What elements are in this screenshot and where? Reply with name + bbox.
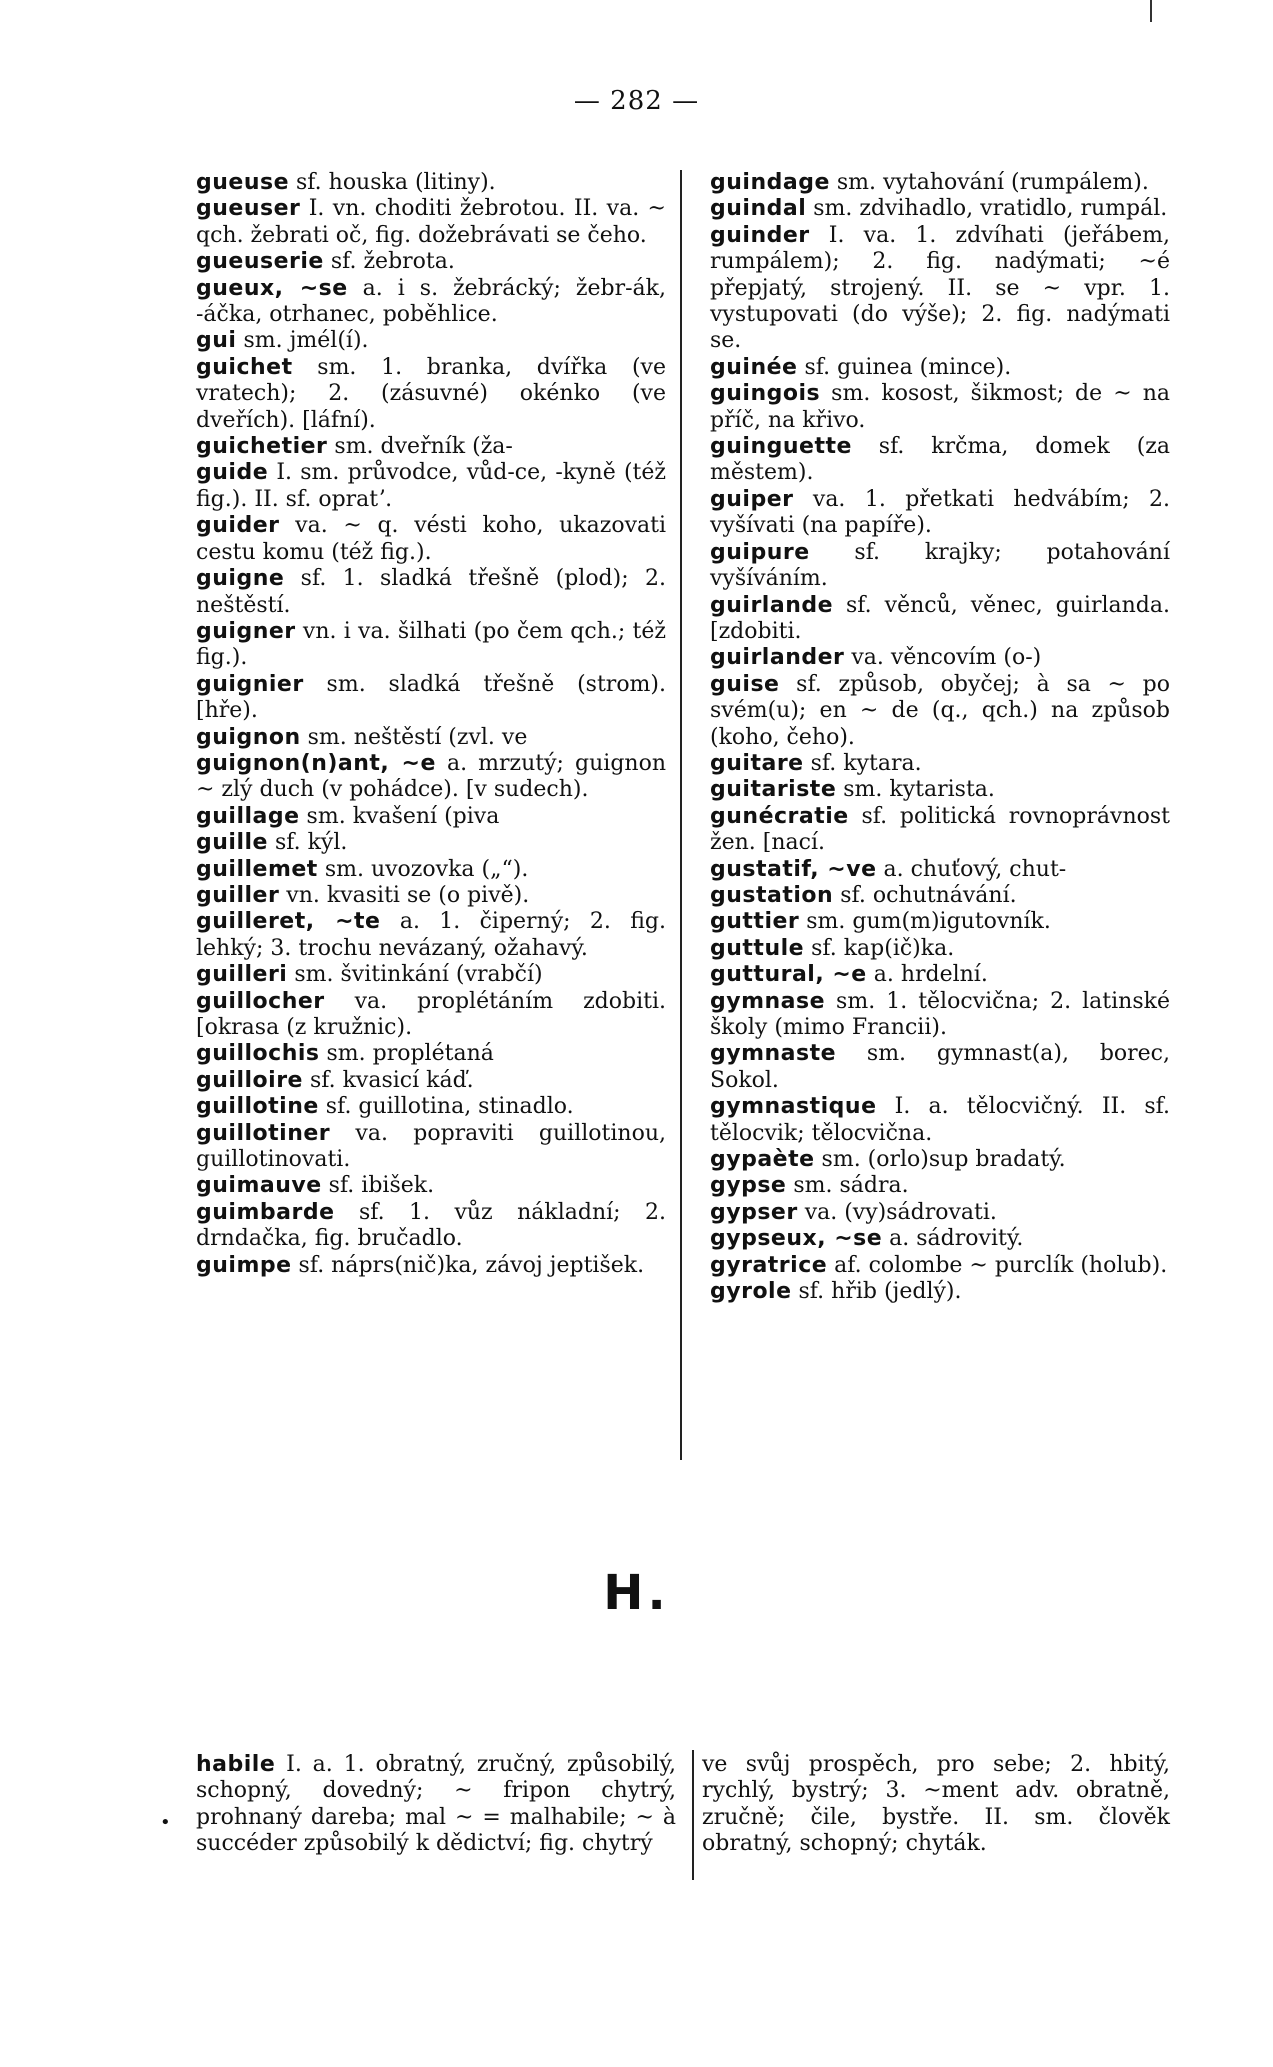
entry-definition: ve svůj prospěch, pro sebe; 2. hbitý, rychlý, bystrý; 3. ~ment adv. obratně, zručně; čile, bystře. II. sm. člověk obratný, schopný; chyták.: [702, 1752, 1170, 1857]
entry-headword: guille: [196, 830, 268, 856]
entry-definition: sf. houska (litiny).: [289, 170, 496, 195]
entry-definition: sf. způsob, obyčej; à sa ~ po svém(u); en ~ de (q., qch.) na způsob (koho, čeho).: [710, 671, 1170, 750]
entry-definition: sm. zdvihadlo, vratidlo, rumpál.: [806, 196, 1168, 222]
dictionary-entry: [710, 434, 1170, 487]
entry-headword: gypse: [710, 1173, 787, 1199]
entry-definition: sm. gymnast(a), borec, Sokol.: [710, 1041, 1170, 1093]
dictionary-entry: [196, 170, 666, 196]
margin-mark: •: [160, 1812, 171, 1833]
entry-definition: sm. neštěstí (zvl. ve: [300, 724, 528, 750]
entry-definition: a. i s. žebrácký; žebr-ák, -áčka, otrhanec, poběhlice.: [196, 275, 666, 328]
entry-definition: va. věncovím (o-): [844, 645, 1042, 671]
entry-headword: gueuse: [196, 170, 290, 195]
entry-headword: gypaète: [710, 1147, 815, 1173]
entry-headword: guillotine: [196, 1094, 319, 1120]
entry-definition: sf. politická rovnoprávnost žen. [nací.: [710, 803, 1170, 856]
entry-headword: guirlander: [710, 645, 845, 671]
entry-headword: guignon(n)ant, ~e: [196, 750, 436, 776]
dictionary-entry: [196, 857, 666, 883]
entry-definition: a. chuťový, chut-: [876, 856, 1067, 882]
dictionary-entry: [196, 1041, 666, 1067]
entry-headword: guise: [710, 671, 780, 697]
entry-definition: sf. 1. sladká třešně (plod); 2. neštěstí.: [196, 566, 666, 618]
dictionary-entry: [196, 328, 666, 354]
column-divider-bottom: [692, 1750, 694, 1880]
dictionary-entry: [710, 540, 1170, 593]
entry-definition: vn. i va. šilhati (po čem qch.; též fig.).: [196, 618, 666, 671]
entry-definition: sm. sladká třešně (strom). [hře).: [196, 671, 666, 724]
entry-headword: guillocher: [196, 988, 325, 1014]
entry-definition: sf. kap(ič)ka.: [804, 935, 955, 961]
entry-headword: gueuser: [196, 196, 301, 222]
entry-headword: guimbarde: [196, 1199, 335, 1225]
entry-definition: sm. švitinkání (vrabčí): [287, 962, 543, 988]
entry-definition: sm. kvašení (piva: [299, 803, 500, 829]
entry-headword: gyrole: [710, 1279, 792, 1305]
entry-headword: guigner: [196, 618, 296, 644]
dictionary-entry: [710, 883, 1170, 909]
entry-definition: sm. jmél(í).: [236, 328, 369, 354]
dictionary-entry: [710, 645, 1170, 671]
entry-headword: gunécratie: [710, 803, 849, 829]
dictionary-entry: [710, 1253, 1170, 1279]
entry-definition: sm. gum(m)igutovník.: [799, 909, 1051, 935]
dictionary-entry: [196, 909, 666, 962]
dictionary-entry: [196, 1068, 666, 1094]
entry-definition: sm. 1. tělocvična; 2. latinské školy (mimo Francii).: [710, 988, 1170, 1040]
entry-definition: sm. uvozovka („“).: [317, 856, 529, 882]
entry-headword: gueux, ~se: [196, 275, 348, 301]
dictionary-entry: [196, 249, 666, 275]
entry-headword: guitariste: [710, 777, 837, 803]
dictionary-entry: [196, 989, 666, 1042]
entry-definition: va. 1. přetkati hedvábím; 2. vyšívati (na papíře).: [710, 486, 1170, 539]
entry-headword: gustation: [710, 882, 834, 908]
dictionary-entry: [196, 196, 666, 249]
dictionary-entry: [710, 751, 1170, 777]
entry-definition: I. va. 1. zdvíhati (jeřábem, rumpálem); 2. fig. nadýmati; ~é přepjatý, strojený. II. se ~ vpr. 1. vystupovati (do výše); 2. fig. nadýmati se.: [710, 222, 1170, 354]
dictionary-entry: [710, 381, 1170, 434]
dictionary-entry: [196, 1121, 666, 1174]
entry-definition: vn. kvasiti se (o pivě).: [279, 882, 530, 908]
entry-headword: guichetier: [196, 434, 328, 460]
entry-headword: guillage: [196, 803, 300, 829]
entry-definition: a. sádrovitý.: [882, 1226, 1024, 1252]
dictionary-entry: [710, 487, 1170, 540]
entry-headword: guipure: [710, 539, 810, 565]
entry-headword: guichet: [196, 354, 293, 380]
dictionary-entry: [196, 619, 666, 672]
entry-headword: guimpe: [196, 1252, 292, 1278]
entry-headword: guillochis: [196, 1041, 320, 1067]
dictionary-entry: [196, 513, 666, 566]
entry-headword: gymnastique: [710, 1094, 877, 1120]
entry-definition: a. mrzutý; guignon ~ zlý duch (v pohádce). [v sudech).: [196, 750, 666, 803]
entry-headword: gypseux, ~se: [710, 1226, 883, 1252]
entry-definition: sf. náprs(nič)ka, závoj jeptišek.: [291, 1252, 645, 1278]
entry-definition: va. ~ q. vésti koho, ukazovati cestu komu (též fig.).: [196, 513, 666, 565]
entry-definition: I. vn. choditi žebrotou. II. va. ~ qch. žebrati oč, fig. dožebrávati se čeho.: [196, 196, 666, 248]
entry-headword: gui: [196, 328, 237, 354]
entry-headword: gypser: [710, 1199, 798, 1225]
entry-headword: guilleri: [196, 962, 288, 988]
entry-headword: guiper: [710, 486, 794, 512]
entry-headword: guttural, ~e: [710, 962, 867, 988]
dictionary-entry: [710, 909, 1170, 935]
dictionary-entry: [196, 804, 666, 830]
entry-headword: guitare: [710, 750, 804, 776]
entry-definition: sf. kvasicí káď.: [302, 1067, 474, 1093]
dictionary-entry: [196, 1200, 666, 1253]
dictionary-entry: [196, 355, 666, 434]
page-number: — 282 —: [573, 86, 700, 116]
dictionary-entry: [196, 434, 666, 460]
entry-definition: sf. krčma, domek (za městem).: [710, 434, 1170, 486]
entry-definition: sf. guillotina, stinadlo.: [318, 1094, 574, 1120]
dictionary-entry: [710, 857, 1170, 883]
section-heading: H.: [603, 1565, 670, 1621]
entry-headword: guingois: [710, 381, 821, 407]
dictionary-entry: [196, 883, 666, 909]
entry-headword: guigne: [196, 566, 285, 592]
dictionary-entry: [710, 962, 1170, 988]
entry-definition: I. sm. průvodce, vůd-ce, -kyně (též fig.). II. sf. opratʼ.: [196, 460, 666, 512]
right-column: [710, 170, 1170, 1305]
entry-definition: sm. sádra.: [786, 1173, 909, 1199]
dictionary-entry: [196, 830, 666, 856]
entry-definition: a. hrdelní.: [866, 962, 988, 988]
entry-definition: sf. žebrota.: [323, 249, 455, 275]
dictionary-entry: [196, 751, 666, 804]
entry-headword: guilloire: [196, 1067, 303, 1093]
entry-headword: guinder: [710, 222, 810, 248]
entry-headword: gymnase: [710, 988, 826, 1014]
dictionary-entry: [710, 1200, 1170, 1226]
entry-definition: sm. (orlo)sup bradatý.: [814, 1147, 1066, 1173]
dictionary-entry: [710, 170, 1170, 196]
entry-headword: guiller: [196, 882, 280, 908]
entry-headword: gymnaste: [710, 1041, 837, 1067]
entry-definition: I. a. tělocvičný. II. sf. tělocvik; tělocvična.: [710, 1094, 1170, 1146]
dictionary-entry: [710, 672, 1170, 751]
entry-definition: sm. kosost, šikmost; de ~ na příč, na křivo.: [710, 381, 1170, 433]
entry-headword: guimauve: [196, 1173, 322, 1199]
dictionary-entry: [196, 725, 666, 751]
entry-definition: a. 1. čiperný; 2. fig. lehký; 3. trochu nevázaný, ožahavý.: [196, 909, 666, 961]
dictionary-entry: [196, 566, 666, 619]
dictionary-entry: [196, 1752, 676, 1858]
entry-headword: guider: [196, 513, 280, 539]
dictionary-entry: [196, 1173, 666, 1199]
entry-headword: guinée: [710, 354, 798, 380]
entry-definition: va. (vy)sádrovati.: [797, 1199, 997, 1225]
h-entry-left: [196, 1752, 676, 1858]
entry-definition: sf. hřib (jedlý).: [791, 1279, 962, 1305]
dictionary-entry: [710, 355, 1170, 381]
entry-headword: guilleret, ~te: [196, 909, 381, 935]
entry-definition: af. colombe ~ purclík (holub).: [827, 1252, 1168, 1278]
entry-headword: guindage: [710, 170, 830, 195]
dictionary-entry: [710, 936, 1170, 962]
column-divider: [680, 170, 682, 1460]
dictionary-entry: [710, 223, 1170, 355]
entry-headword: gustatif, ~ve: [710, 856, 877, 882]
entry-definition: sf. guinea (mince).: [797, 354, 1012, 380]
entry-definition: sf. 1. vůz nákladní; 2. drndačka, fig. bručadlo.: [196, 1199, 666, 1252]
entry-headword: guillemet: [196, 856, 318, 882]
dictionary-entry: [196, 1094, 666, 1120]
entry-definition: I. a. 1. obratný, zručný, způsobilý, schopný, dovedný; ~ fripon chytrý, prohnaný dareba; mal ~ = malhabile; ~ à succéder způsobilý k dědictví; fig. chytrý: [196, 1752, 676, 1857]
dictionary-entry: [710, 1173, 1170, 1199]
dictionary-entry: [710, 804, 1170, 857]
entry-headword: guignier: [196, 671, 304, 697]
entry-headword: gyratrice: [710, 1252, 828, 1278]
entry-definition: sf. kytara.: [803, 750, 922, 776]
entry-definition: sm. 1. branka, dvířka (ve vratech); 2. (zásuvné) okénko (ve dveřích). [láfní).: [196, 354, 666, 433]
entry-headword: guinguette: [710, 434, 852, 460]
entry-headword: guttule: [710, 935, 805, 961]
entry-headword: habile: [196, 1752, 276, 1777]
entry-definition: sf. věnců, věnec, guirlanda. [zdobiti.: [710, 592, 1170, 644]
entry-definition: sm. kytarista.: [836, 777, 995, 803]
dictionary-entry: [196, 962, 666, 988]
dictionary-entry: [710, 1041, 1170, 1094]
dictionary-entry: [710, 777, 1170, 803]
dictionary-entry: [710, 1279, 1170, 1305]
dictionary-entry: [196, 460, 666, 513]
dictionary-entry: [710, 989, 1170, 1042]
dictionary-entry: [710, 593, 1170, 646]
scan-edge-mark: [1150, 0, 1152, 22]
h-entry-right: [702, 1752, 1170, 1858]
entry-definition: sm. vytahování (rumpálem).: [829, 170, 1149, 195]
entry-definition: va. popraviti guillotinou, guillotinovati.: [196, 1120, 666, 1173]
entry-definition: va. proplétáním zdobiti. [okrasa (z kružnic).: [196, 988, 666, 1040]
entry-definition: sf. ibišek.: [321, 1173, 435, 1199]
entry-headword: gueuserie: [196, 249, 324, 275]
left-column: [196, 170, 666, 1279]
entry-headword: guindal: [710, 196, 807, 222]
entry-definition: sm. proplétaná: [319, 1041, 494, 1067]
entry-definition: sf. ochutnávání.: [833, 882, 1017, 908]
dictionary-entry: [710, 1226, 1170, 1252]
dictionary-entry: [196, 672, 666, 725]
entry-headword: guirlande: [710, 592, 834, 618]
dictionary-entry: [710, 196, 1170, 222]
dictionary-entry: [196, 276, 666, 329]
entry-headword: guignon: [196, 724, 301, 750]
entry-definition: sf. krajky; potahování vyšíváním.: [710, 539, 1170, 592]
dictionary-entry-continued: [702, 1752, 1170, 1858]
dictionary-entry: [196, 1253, 666, 1279]
entry-definition: sf. kýl.: [267, 830, 348, 856]
entry-headword: guide: [196, 460, 269, 486]
entry-headword: guillotiner: [196, 1120, 331, 1146]
entry-definition: sm. dveřník (ža-: [327, 434, 513, 460]
entry-headword: guttier: [710, 909, 800, 935]
dictionary-entry: [710, 1094, 1170, 1147]
dictionary-entry: [710, 1147, 1170, 1173]
